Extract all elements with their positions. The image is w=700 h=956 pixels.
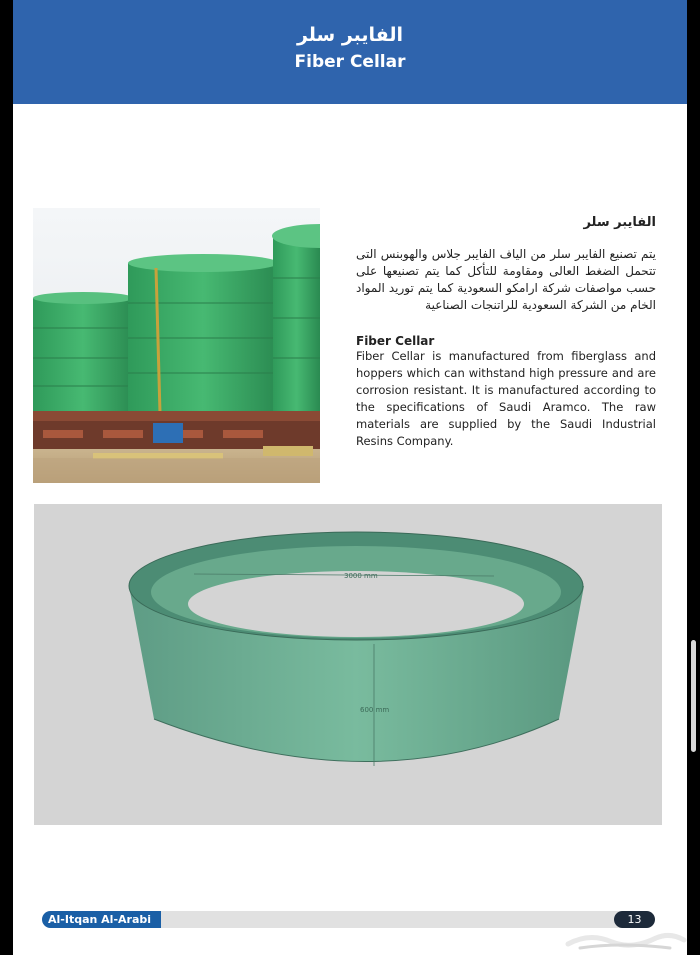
description-block	[356, 215, 656, 450]
header-title-arabic: الفايبر سلر	[296, 24, 404, 46]
english-title: Fiber Cellar	[356, 334, 435, 348]
height-label: 600 mm	[360, 706, 390, 714]
fiber-cellar-photo	[33, 208, 320, 483]
arabic-title: الفايبر سلر	[583, 215, 656, 230]
english-description: Fiber Cellar is manufactured from fiberglass and hoppers which can withstand high pressure and are corrosion resistant. It is manufactured according to the specifications of Saudi Aramco. The raw materials are supplied by the Saudi Industrial Resins Company.	[356, 349, 656, 448]
header-title-english: Fiber Cellar	[294, 52, 406, 72]
page-number: 13	[614, 911, 655, 928]
arabic-description: يتم تصنيع الفايبر سلر من الياف الفايبر جلاس والهوبنس التى تتحمل الضغط العالى ومقاومة للتأكل كما يتم تصنيعها على حسب مواصفات شركة ارامكو السعودية كما يتم توريد المواد الخام من الشركة السعودية للراتنجات الصناعية	[356, 247, 656, 312]
site-watermark-logo	[560, 928, 690, 952]
scrollbar-thumb[interactable]	[691, 640, 696, 752]
viewer-right-edge	[687, 0, 700, 955]
viewer-left-edge	[0, 0, 13, 955]
diameter-label: 3000 mm	[344, 572, 378, 580]
fiber-cellar-3d-render	[34, 504, 662, 825]
footer-brand: Al-Itqan Al-Arabi	[42, 911, 161, 928]
page-header	[13, 0, 687, 104]
